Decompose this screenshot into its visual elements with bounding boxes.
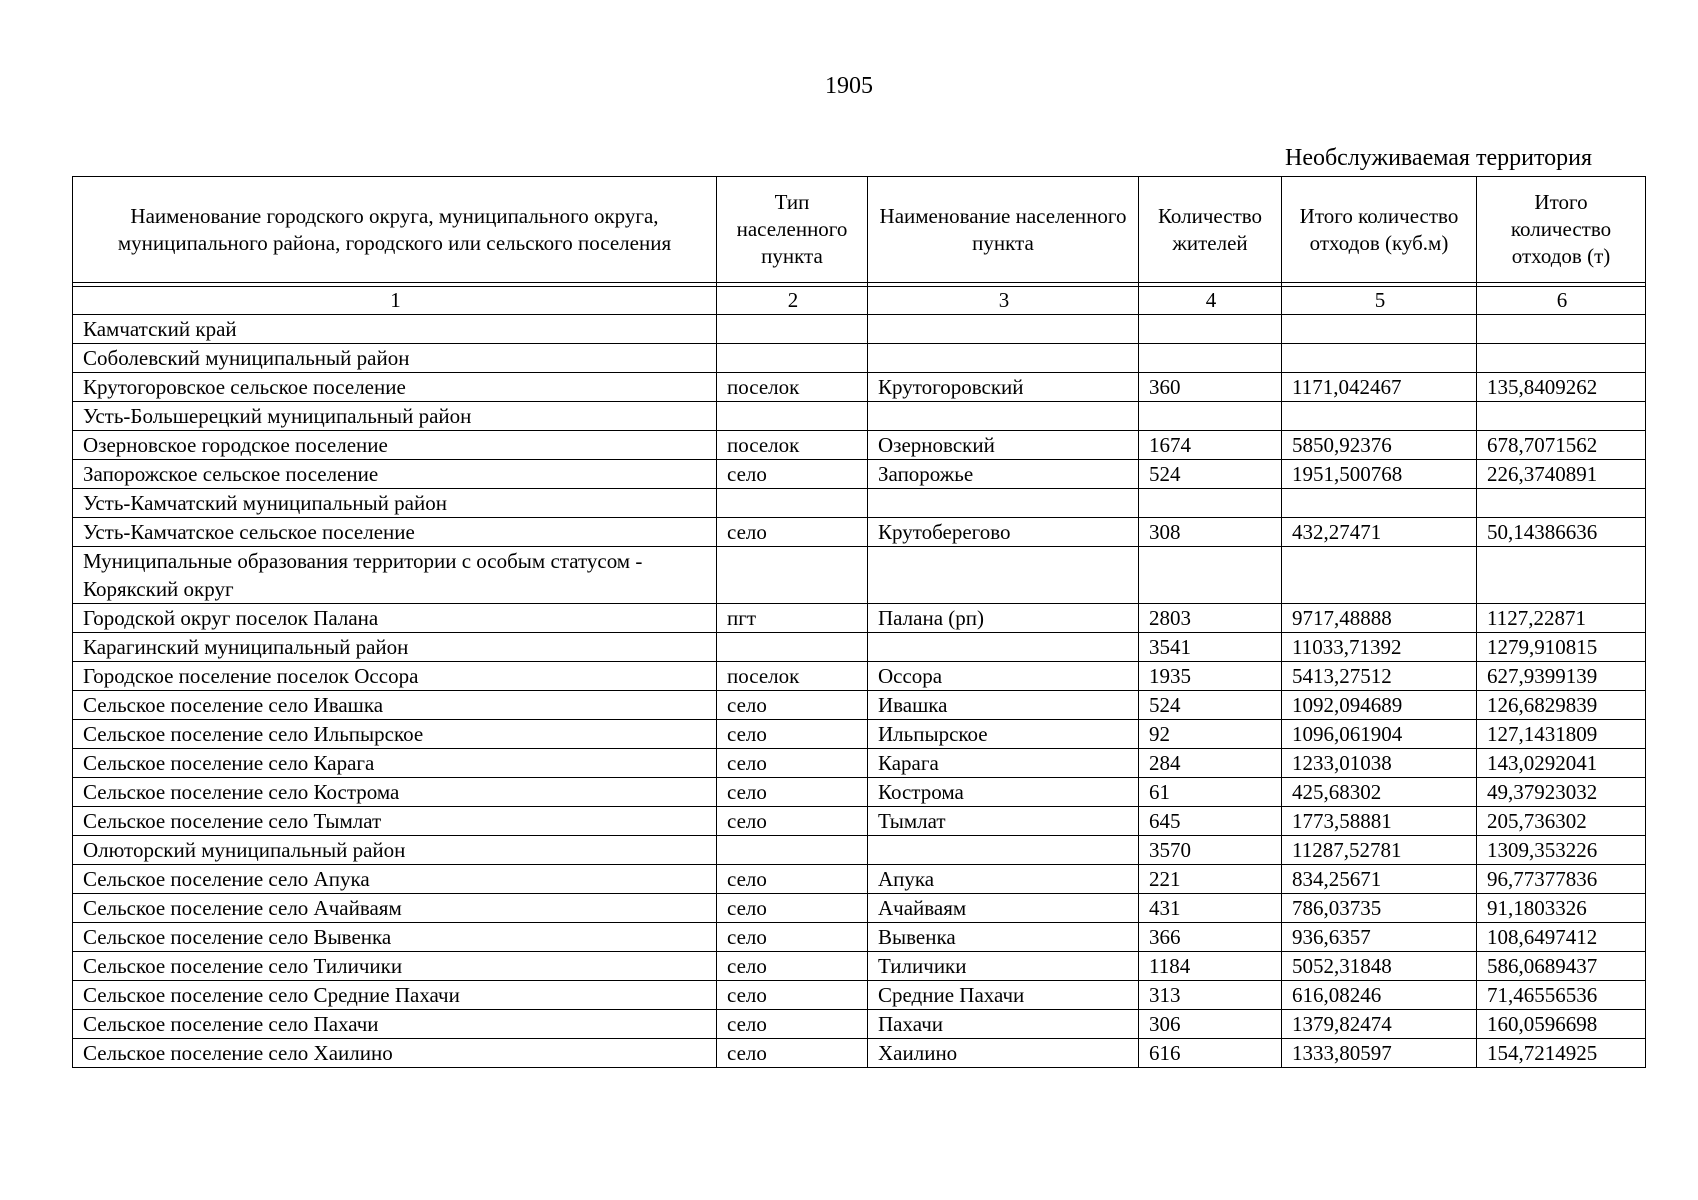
cell-municipality: Соболевский муниципальный район xyxy=(73,344,717,373)
cell-waste-mass xyxy=(1477,315,1646,344)
cell-settlement-name xyxy=(868,315,1139,344)
cell-waste-volume xyxy=(1282,315,1477,344)
cell-settlement-type: село xyxy=(717,894,868,923)
cell-waste-mass: 627,9399139 xyxy=(1477,662,1646,691)
cell-residents: 524 xyxy=(1139,460,1282,489)
cell-municipality: Сельское поселение село Хаилино xyxy=(73,1039,717,1068)
cell-residents: 360 xyxy=(1139,373,1282,402)
table-row xyxy=(73,547,1646,604)
cell-settlement-name: Ивашка xyxy=(868,691,1139,720)
column-number: 4 xyxy=(1139,287,1282,315)
table-row xyxy=(73,460,1646,489)
cell-waste-volume: 11033,71392 xyxy=(1282,633,1477,662)
cell-settlement-name: Ильпырское xyxy=(868,720,1139,749)
cell-municipality: Сельское поселение село Карага xyxy=(73,749,717,778)
cell-waste-volume: 1333,80597 xyxy=(1282,1039,1477,1068)
cell-waste-mass: 126,6829839 xyxy=(1477,691,1646,720)
cell-settlement-type: село xyxy=(717,952,868,981)
cell-settlement-type: село xyxy=(717,807,868,836)
cell-waste-mass: 96,77377836 xyxy=(1477,865,1646,894)
cell-municipality: Камчатский край xyxy=(73,315,717,344)
table-row xyxy=(73,836,1646,865)
cell-settlement-name: Средние Пахачи xyxy=(868,981,1139,1010)
cell-settlement-name: Палана (рп) xyxy=(868,604,1139,633)
cell-settlement-type: пгт xyxy=(717,604,868,633)
cell-municipality: Усть-Камчатский муниципальный район xyxy=(73,489,717,518)
header-settlement-name: Наименование населенного пункта xyxy=(868,177,1139,283)
cell-waste-volume: 1379,82474 xyxy=(1282,1010,1477,1039)
cell-waste-mass: 71,46556536 xyxy=(1477,981,1646,1010)
cell-municipality: Озерновское городское поселение xyxy=(73,431,717,460)
table-row xyxy=(73,1039,1646,1068)
cell-residents: 313 xyxy=(1139,981,1282,1010)
cell-waste-mass: 49,37923032 xyxy=(1477,778,1646,807)
cell-residents xyxy=(1139,344,1282,373)
table-row xyxy=(73,894,1646,923)
cell-settlement-type xyxy=(717,547,868,604)
table-row xyxy=(73,373,1646,402)
cell-waste-volume: 1096,061904 xyxy=(1282,720,1477,749)
cell-residents: 431 xyxy=(1139,894,1282,923)
cell-settlement-name xyxy=(868,402,1139,431)
cell-settlement-name: Кострома xyxy=(868,778,1139,807)
header-settlement-type: Тип населенного пункта xyxy=(717,177,868,283)
table-row xyxy=(73,604,1646,633)
cell-settlement-name: Ачайваям xyxy=(868,894,1139,923)
cell-residents xyxy=(1139,402,1282,431)
cell-municipality: Усть-Камчатское сельское поселение xyxy=(73,518,717,547)
cell-waste-volume: 9717,48888 xyxy=(1282,604,1477,633)
cell-waste-mass: 160,0596698 xyxy=(1477,1010,1646,1039)
cell-waste-mass xyxy=(1477,547,1646,604)
cell-residents: 616 xyxy=(1139,1039,1282,1068)
cell-settlement-type: поселок xyxy=(717,662,868,691)
cell-waste-volume: 11287,52781 xyxy=(1282,836,1477,865)
cell-residents xyxy=(1139,547,1282,604)
table-row xyxy=(73,1010,1646,1039)
table-row xyxy=(73,923,1646,952)
cell-waste-mass: 127,1431809 xyxy=(1477,720,1646,749)
cell-waste-volume: 786,03735 xyxy=(1282,894,1477,923)
cell-waste-volume: 1092,094689 xyxy=(1282,691,1477,720)
cell-waste-volume: 1171,042467 xyxy=(1282,373,1477,402)
cell-municipality: Крутогоровское сельское поселение xyxy=(73,373,717,402)
cell-waste-mass: 143,0292041 xyxy=(1477,749,1646,778)
column-number: 2 xyxy=(717,287,868,315)
cell-waste-volume xyxy=(1282,344,1477,373)
cell-settlement-name: Озерновский xyxy=(868,431,1139,460)
column-number: 5 xyxy=(1282,287,1477,315)
cell-settlement-type: село xyxy=(717,749,868,778)
column-number-row xyxy=(73,287,1646,315)
cell-waste-volume: 1233,01038 xyxy=(1282,749,1477,778)
cell-settlement-name: Вывенка xyxy=(868,923,1139,952)
cell-waste-mass: 1127,22871 xyxy=(1477,604,1646,633)
cell-municipality: Сельское поселение село Средние Пахачи xyxy=(73,981,717,1010)
cell-municipality: Сельское поселение село Ачайваям xyxy=(73,894,717,923)
cell-municipality: Сельское поселение село Ильпырское xyxy=(73,720,717,749)
cell-residents: 645 xyxy=(1139,807,1282,836)
table-row xyxy=(73,402,1646,431)
table-row xyxy=(73,807,1646,836)
cell-municipality: Карагинский муниципальный район xyxy=(73,633,717,662)
cell-waste-volume: 432,27471 xyxy=(1282,518,1477,547)
cell-municipality: Сельское поселение село Апука xyxy=(73,865,717,894)
cell-settlement-name xyxy=(868,489,1139,518)
cell-waste-mass: 135,8409262 xyxy=(1477,373,1646,402)
cell-waste-mass: 1309,353226 xyxy=(1477,836,1646,865)
cell-waste-mass: 226,3740891 xyxy=(1477,460,1646,489)
cell-settlement-type: поселок xyxy=(717,431,868,460)
cell-waste-volume: 5052,31848 xyxy=(1282,952,1477,981)
table-row xyxy=(73,431,1646,460)
cell-residents xyxy=(1139,315,1282,344)
cell-settlement-name xyxy=(868,547,1139,604)
cell-waste-volume xyxy=(1282,489,1477,518)
table-row xyxy=(73,981,1646,1010)
table-row xyxy=(73,865,1646,894)
cell-residents: 221 xyxy=(1139,865,1282,894)
cell-settlement-type: село xyxy=(717,460,868,489)
cell-waste-mass: 91,1803326 xyxy=(1477,894,1646,923)
table-row xyxy=(73,778,1646,807)
cell-municipality: Сельское поселение село Вывенка xyxy=(73,923,717,952)
cell-municipality: Городской округ поселок Палана xyxy=(73,604,717,633)
cell-waste-volume: 936,6357 xyxy=(1282,923,1477,952)
table-row xyxy=(73,749,1646,778)
cell-settlement-name xyxy=(868,836,1139,865)
table-row xyxy=(73,489,1646,518)
header-waste-mass: Итого количество отходов (т) xyxy=(1477,177,1646,283)
cell-settlement-name: Крутогоровский xyxy=(868,373,1139,402)
cell-settlement-name: Оссора xyxy=(868,662,1139,691)
header-residents: Количество жителей xyxy=(1139,177,1282,283)
cell-settlement-name xyxy=(868,344,1139,373)
cell-waste-mass xyxy=(1477,402,1646,431)
table-row xyxy=(73,952,1646,981)
table-row xyxy=(73,315,1646,344)
cell-settlement-type: село xyxy=(717,778,868,807)
cell-residents: 308 xyxy=(1139,518,1282,547)
cell-municipality: Городское поселение поселок Оссора xyxy=(73,662,717,691)
cell-settlement-type: село xyxy=(717,923,868,952)
cell-settlement-name: Тымлат xyxy=(868,807,1139,836)
cell-settlement-name: Пахачи xyxy=(868,1010,1139,1039)
table-row xyxy=(73,720,1646,749)
cell-waste-volume: 616,08246 xyxy=(1282,981,1477,1010)
cell-municipality: Сельское поселение село Тиличики xyxy=(73,952,717,981)
cell-residents: 2803 xyxy=(1139,604,1282,633)
cell-settlement-type xyxy=(717,344,868,373)
table-subtitle: Необслуживаемая территория xyxy=(1284,145,1592,171)
cell-municipality: Сельское поселение село Ивашка xyxy=(73,691,717,720)
cell-waste-mass xyxy=(1477,489,1646,518)
cell-residents: 524 xyxy=(1139,691,1282,720)
column-number: 3 xyxy=(868,287,1139,315)
cell-waste-volume: 1951,500768 xyxy=(1282,460,1477,489)
cell-settlement-name: Тиличики xyxy=(868,952,1139,981)
table-row xyxy=(73,518,1646,547)
cell-waste-mass xyxy=(1477,344,1646,373)
cell-waste-volume: 5413,27512 xyxy=(1282,662,1477,691)
cell-waste-volume: 5850,92376 xyxy=(1282,431,1477,460)
header-row xyxy=(73,177,1646,283)
cell-municipality: Усть-Большерецкий муниципальный район xyxy=(73,402,717,431)
cell-settlement-name: Карага xyxy=(868,749,1139,778)
cell-residents: 61 xyxy=(1139,778,1282,807)
cell-municipality: Муниципальные образования территории с особым статусом - Корякский округ xyxy=(73,547,717,604)
cell-settlement-type: поселок xyxy=(717,373,868,402)
cell-settlement-type xyxy=(717,402,868,431)
waste-data-table xyxy=(72,176,1646,1068)
cell-settlement-type xyxy=(717,489,868,518)
cell-residents: 284 xyxy=(1139,749,1282,778)
cell-residents: 92 xyxy=(1139,720,1282,749)
cell-residents: 1935 xyxy=(1139,662,1282,691)
cell-settlement-type xyxy=(717,633,868,662)
cell-residents: 1674 xyxy=(1139,431,1282,460)
cell-settlement-type: село xyxy=(717,981,868,1010)
cell-waste-volume: 1773,58881 xyxy=(1282,807,1477,836)
cell-settlement-type xyxy=(717,836,868,865)
header-waste-volume: Итого количество отходов (куб.м) xyxy=(1282,177,1477,283)
cell-waste-volume xyxy=(1282,402,1477,431)
cell-waste-mass: 586,0689437 xyxy=(1477,952,1646,981)
cell-municipality: Сельское поселение село Кострома xyxy=(73,778,717,807)
table-row xyxy=(73,344,1646,373)
cell-municipality: Сельское поселение село Пахачи xyxy=(73,1010,717,1039)
cell-waste-volume: 834,25671 xyxy=(1282,865,1477,894)
column-number: 1 xyxy=(73,287,717,315)
cell-waste-mass: 154,7214925 xyxy=(1477,1039,1646,1068)
cell-settlement-type xyxy=(717,315,868,344)
cell-settlement-name: Запорожье xyxy=(868,460,1139,489)
cell-residents: 366 xyxy=(1139,923,1282,952)
cell-residents: 3541 xyxy=(1139,633,1282,662)
cell-waste-mass: 1279,910815 xyxy=(1477,633,1646,662)
cell-waste-mass: 50,14386636 xyxy=(1477,518,1646,547)
cell-settlement-type: село xyxy=(717,518,868,547)
table-row xyxy=(73,633,1646,662)
cell-settlement-type: село xyxy=(717,1039,868,1068)
cell-settlement-name: Крутоберегово xyxy=(868,518,1139,547)
cell-settlement-type: село xyxy=(717,720,868,749)
cell-settlement-type: село xyxy=(717,865,868,894)
cell-municipality: Сельское поселение село Тымлат xyxy=(73,807,717,836)
cell-settlement-name xyxy=(868,633,1139,662)
cell-settlement-type: село xyxy=(717,691,868,720)
cell-residents: 1184 xyxy=(1139,952,1282,981)
table-row xyxy=(73,662,1646,691)
cell-municipality: Запорожское сельское поселение xyxy=(73,460,717,489)
cell-settlement-name: Хаилино xyxy=(868,1039,1139,1068)
cell-residents: 306 xyxy=(1139,1010,1282,1039)
cell-residents: 3570 xyxy=(1139,836,1282,865)
cell-waste-mass: 205,736302 xyxy=(1477,807,1646,836)
cell-waste-mass: 108,6497412 xyxy=(1477,923,1646,952)
header-municipality: Наименование городского округа, муниципального округа, муниципального района, городского или сельского поселения xyxy=(73,177,717,283)
cell-municipality: Олюторский муниципальный район xyxy=(73,836,717,865)
cell-waste-volume: 425,68302 xyxy=(1282,778,1477,807)
cell-waste-mass: 678,7071562 xyxy=(1477,431,1646,460)
column-number: 6 xyxy=(1477,287,1646,315)
table-row xyxy=(73,691,1646,720)
cell-residents xyxy=(1139,489,1282,518)
page-number: 1905 xyxy=(825,73,873,99)
cell-waste-volume xyxy=(1282,547,1477,604)
cell-settlement-type: село xyxy=(717,1010,868,1039)
cell-settlement-name: Апука xyxy=(868,865,1139,894)
